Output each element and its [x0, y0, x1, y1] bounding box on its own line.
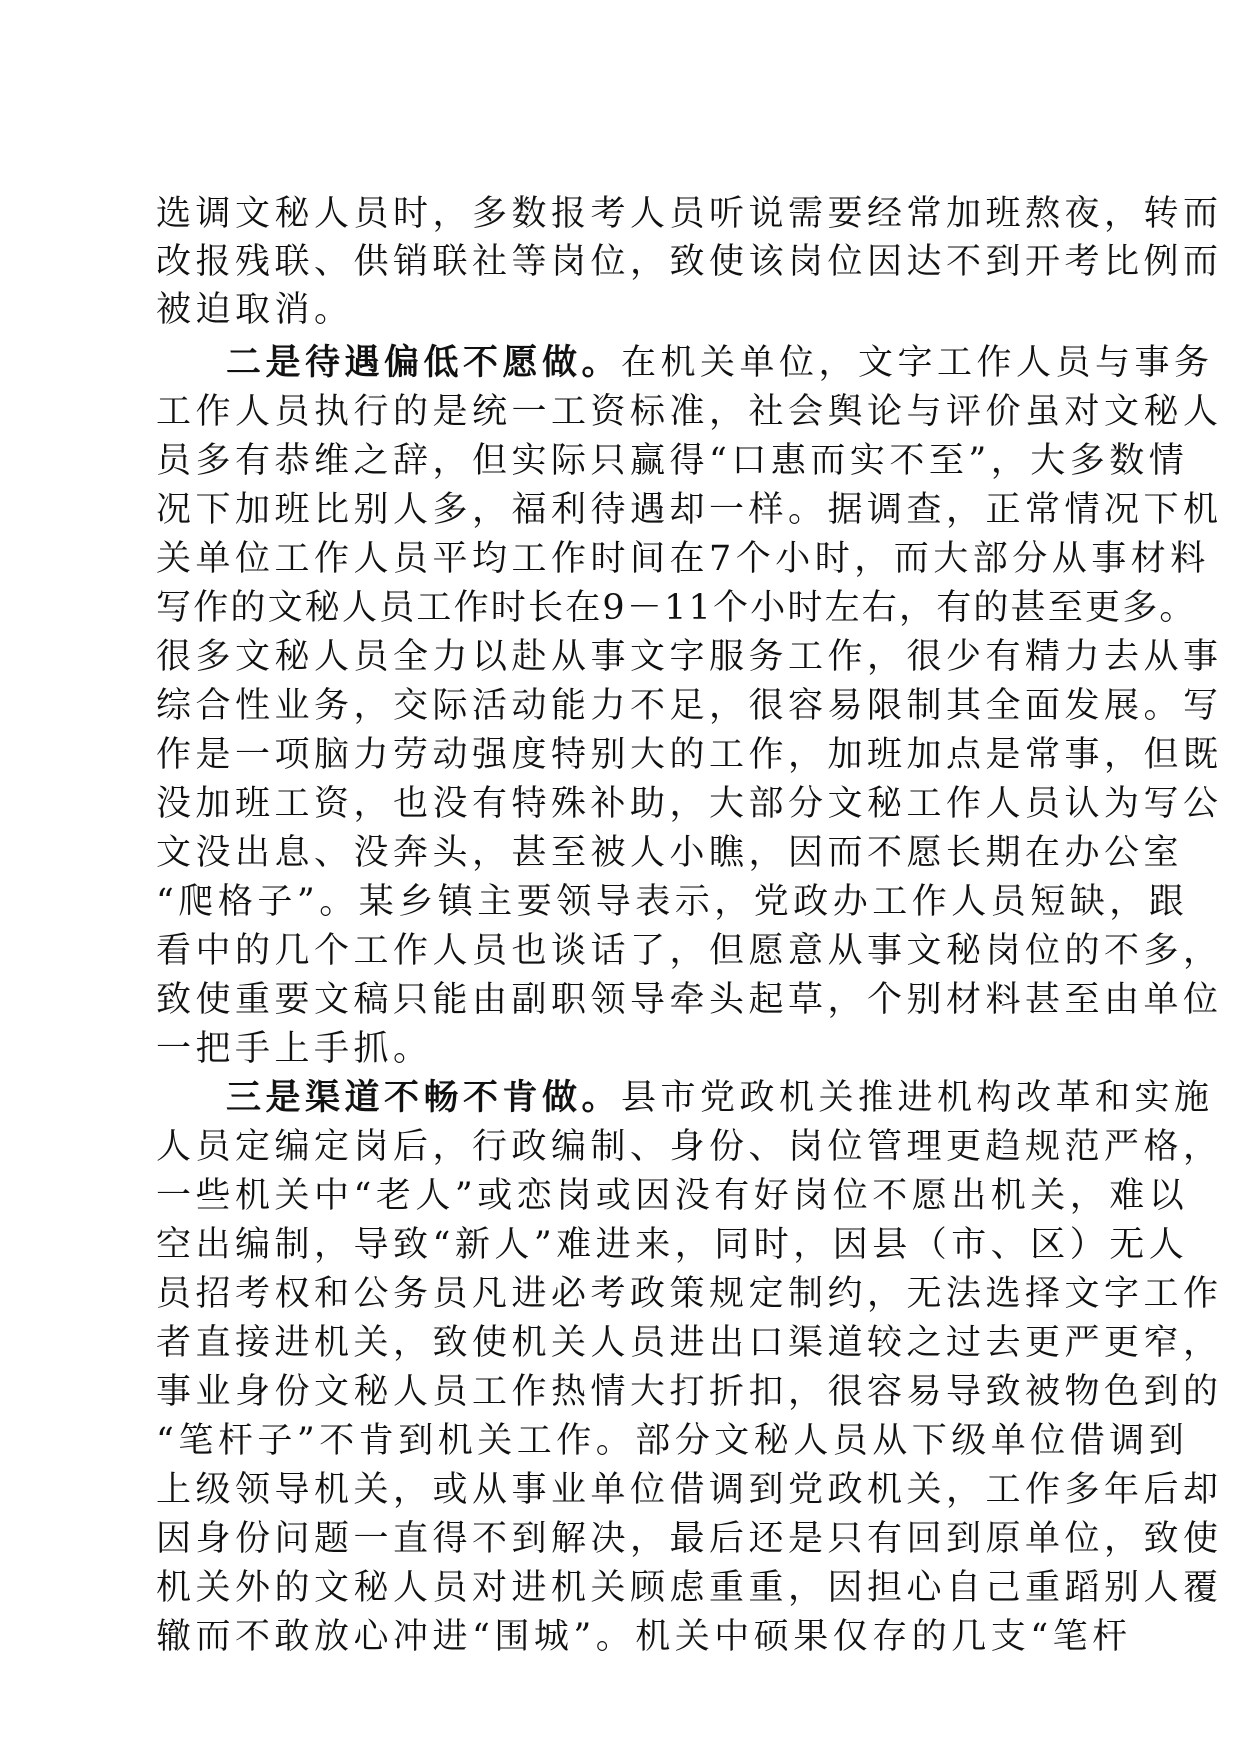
text-line: 作是一项脑力劳动强度特别大的工作，加班加点是常事，但既: [156, 735, 1223, 775]
paragraph-two-first-line: [226, 339, 1214, 387]
text-line: 员多有恭维之辞，但实际只赢得“口惠而实不至”，大多数情: [156, 441, 1189, 481]
text-line: 事业身份文秘人员工作热情大打折扣，很容易导致被物色到的: [156, 1372, 1223, 1412]
text-line: 写作的文秘人员工作时长在9－11个小时左右，有的甚至更多。: [156, 588, 1197, 628]
text-line: 关单位工作人员平均工作时间在7个小时，而大部分从事材料: [156, 539, 1210, 579]
text-line: “笔杆子”不肯到机关工作。部分文秘人员从下级单位借调到: [156, 1421, 1189, 1461]
text-line: 工作人员执行的是统一工资标准，社会舆论与评价虽对文秘人: [156, 392, 1223, 432]
text-line: 综合性业务，交际活动能力不足，很容易限制其全面发展。写: [156, 686, 1223, 726]
text-line: 在机关单位，文字工作人员与事务: [621, 343, 1214, 383]
text-line: 人员定编定岗后，行政编制、身份、岗位管理更趋规范严格，: [156, 1127, 1223, 1167]
text-line: 改报残联、供销联社等岗位，致使该岗位因达不到开考比例而: [156, 242, 1223, 282]
text-line: 选调文秘人员时，多数报考人员听说需要经常加班熬夜，转而: [156, 194, 1223, 234]
text-line: 一把手上手抓。: [156, 1029, 433, 1069]
text-line: 辙而不敢放心冲进“围城”。机关中硕果仅存的几支“笔杆: [156, 1617, 1132, 1657]
text-line: 很多文秘人员全力以赴从事文字服务工作，很少有精力去从事: [156, 637, 1223, 677]
text-line: “爬格子”。某乡镇主要领导表示，党政办工作人员短缺，跟: [156, 882, 1189, 922]
text-line: 看中的几个工作人员也谈话了，但愿意从事文秘岗位的不多，: [156, 931, 1223, 971]
text-line: 文没出息、没奔头，甚至被人小瞧，因而不愿长期在办公室: [156, 833, 1184, 873]
text-line: 致使重要文稿只能由副职领导牵头起草，个别材料甚至由单位: [156, 980, 1223, 1020]
paragraph-three-first-line: [226, 1074, 1214, 1122]
text-line: 没加班工资，也没有特殊补助，大部分文秘工作人员认为写公: [156, 784, 1223, 824]
paragraph-three-lead-in: 三是渠道不畅不肯做。: [226, 1077, 622, 1118]
text-line: 因身份问题一直得不到解决，最后还是只有回到原单位，致使: [156, 1519, 1223, 1559]
text-line: 机关外的文秘人员对进机关顾虑重重，因担心自己重蹈别人覆: [156, 1568, 1223, 1608]
text-line: 上级领导机关，或从事业单位借调到党政机关，工作多年后却: [156, 1470, 1223, 1510]
text-line: 员招考权和公务员凡进必考政策规定制约，无法选择文字工作: [156, 1274, 1223, 1314]
text-line: 被迫取消。: [156, 290, 354, 330]
paragraph-two-lead-in: 二是待遇偏低不愿做。: [226, 342, 622, 383]
text-line: 况下加班比别人多，福利待遇却一样。据调查，正常情况下机: [156, 490, 1223, 530]
text-line: 空出编制，导致“新人”难进来，同时，因县（市、区）无人: [156, 1225, 1189, 1265]
text-line: 县市党政机关推进机构改革和实施: [621, 1078, 1214, 1118]
text-line: 一些机关中“老人”或恋岗或因没有好岗位不愿出机关，难以: [156, 1176, 1189, 1216]
text-line: 者直接进机关，致使机关人员进出口渠道较之过去更严更窄，: [156, 1323, 1223, 1363]
